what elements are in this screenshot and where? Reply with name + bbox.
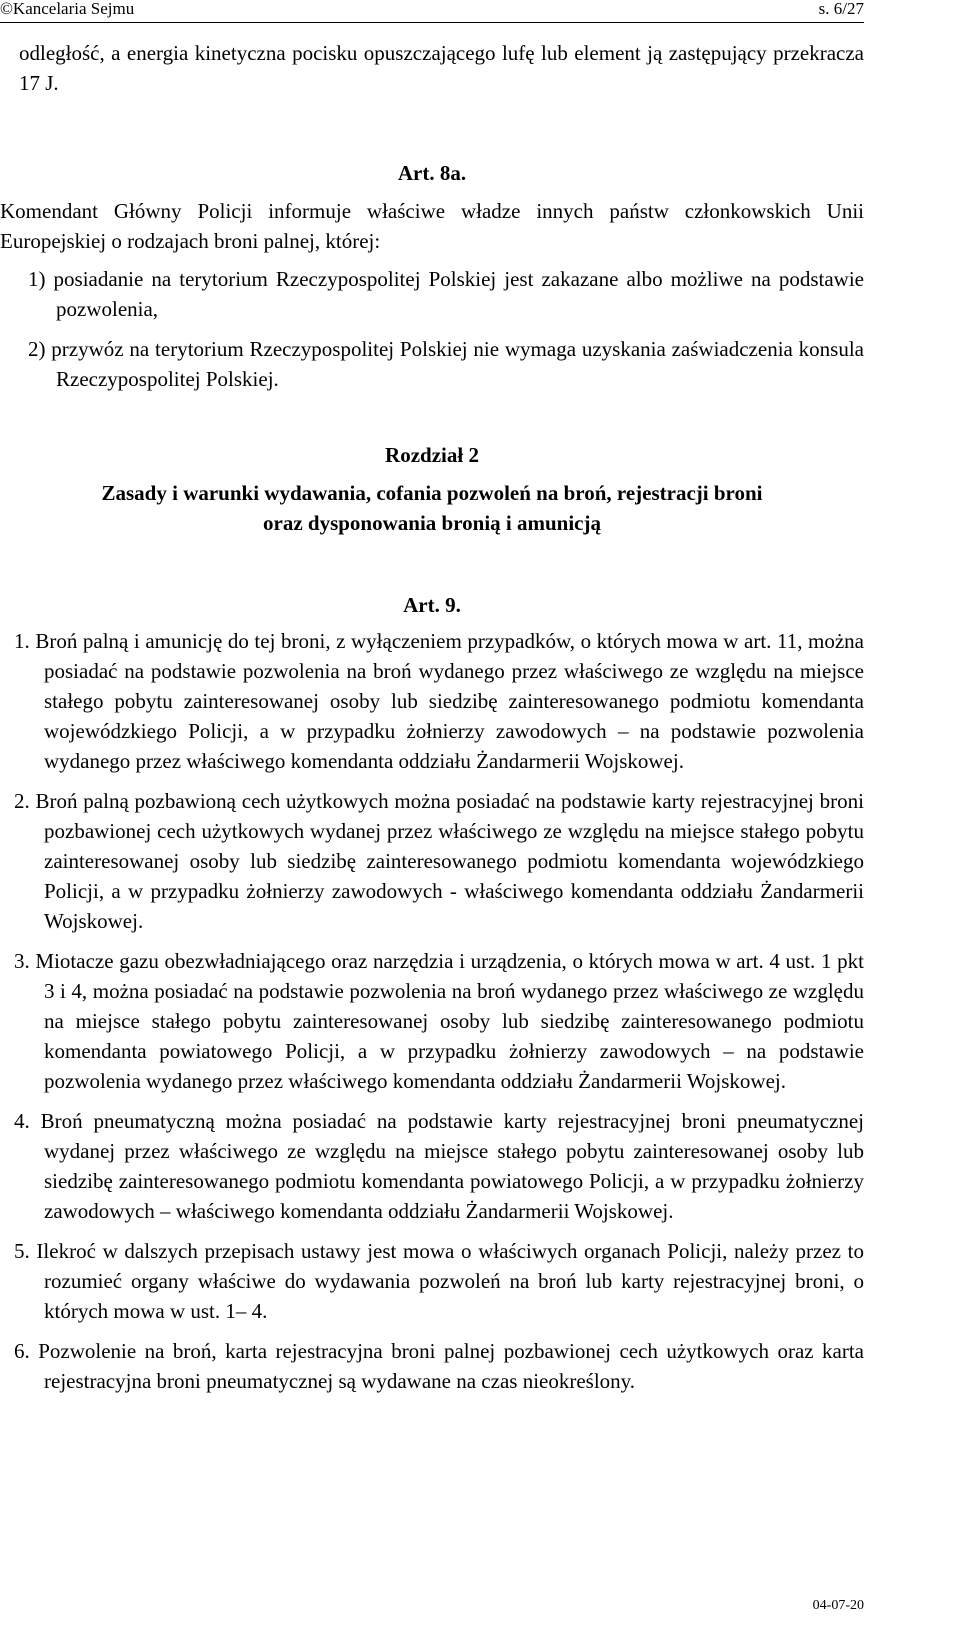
chapter-title-line-1: Zasady i warunki wydawania, cofania pozwoleń na broń, rejestracji broni: [101, 481, 763, 505]
footer-date: 04-07-20: [812, 1598, 864, 1613]
article-9-paragraph-5: 5. Ilekroć w dalszych przepisach ustawy jest mowa o właściwych organach Policji, należy przez to rozumieć organy właściwe do wydawania pozwoleń na broń lub karty rejestracyjnej broni, o których mowa w ust. 1– 4.: [14, 1239, 864, 1323]
article-8a-text: Komendant Główny Policji informuje właściwe władze innych państw członkowskich Unii Europejskiej o rodzajach broni palnej, której:: [0, 199, 864, 253]
article-8a-title: Art. 8a.: [397, 161, 467, 185]
header-copyright: ©Kancelaria Sejmu: [0, 0, 135, 18]
article-9-paragraph-3: 3. Miotacze gazu obezwładniającego oraz narzędzia i urządzenia, o których mowa w art. 4 ust. 1 pkt 3 i 4, można posiadać na podstawie pozwolenia na broń wydanego przez właściwego ze względu na miejsce stałego pobytu zainteresowanej osoby lub siedzibę zainteresowanego podmiotu komendanta powiatowego Policji, a w przypadku żołnierzy zawodowych – na podstawie pozwolenia wydanego przez właściwego komendanta oddziału Żandarmerii Wojskowej.: [14, 949, 864, 1093]
header-page-number: s. 6/27: [818, 0, 864, 18]
article-9-paragraph-2: 2. Broń palną pozbawioną cech użytkowych można posiadać na podstawie karty rejestracyjnej broni pozbawionej cech użytkowych wydanej przez właściwego ze względu na miejsce stałego pobytu zainteresowanej osoby lub siedzibę zainteresowanego podmiotu komendanta wojewódzkiego Policji, a w przypadku żołnierzy zawodowych - właściwego komendanta oddziału Żandarmerii Wojskowej.: [14, 789, 864, 933]
article-9-paragraph-4: 4. Broń pneumatyczną można posiadać na podstawie karty rejestracyjnej broni pneumatycznej wydanej przez właściwego ze względu na miejsce stałego pobytu zainteresowanej osoby lub siedzibę zainteresowanego podmiotu komendanta powiatowego Policji, a w przypadku żołnierzy zawodowych – właściwego komendanta oddziału Żandarmerii Wojskowej.: [14, 1109, 864, 1223]
article-9-title: Art. 9.: [403, 593, 461, 617]
chapter-label: Rozdział 2: [385, 443, 479, 467]
page-header: [0, 0, 864, 23]
document-body: [0, 38, 864, 1396]
chapter-title-line-2: oraz dysponowania bronią i amunicją: [263, 511, 601, 535]
article-9-paragraph-1: 1. Broń palną i amunicję do tej broni, z wyłączeniem przypadków, o których mowa w art. 11, można posiadać na podstawie pozwolenia na broń wydanego przez właściwego ze względu na miejsce stałego pobytu zainteresowanej osoby lub siedzibę zainteresowanego podmiotu komendanta wojewódzkiego Policji, a w przypadku żołnierzy zawodowych – na podstawie pozwolenia wydanego przez właściwego komendanta oddziału Żandarmerii Wojskowej.: [14, 629, 864, 773]
article-8a-item-1: 1) posiadanie na terytorium Rzeczypospolitej Polskiej jest zakazane albo możliwe na podstawie pozwolenia,: [28, 267, 864, 321]
article-8a-item-2: 2) przywóz na terytorium Rzeczypospolitej Polskiej nie wymaga uzyskania zaświadczenia konsula Rzeczypospolitej Polskiej.: [28, 337, 864, 391]
article-9-paragraph-6: 6. Pozwolenie na broń, karta rejestracyjna broni palnej pozbawionej cech użytkowych oraz karta rejestracyjna broni pneumatycznej są wydawane na czas nieokreślony.: [14, 1339, 864, 1393]
intro-paragraph: odległość, a energia kinetyczna pocisku opuszczającego lufę lub element ją zastępujący przekracza 17 J.: [19, 41, 864, 95]
